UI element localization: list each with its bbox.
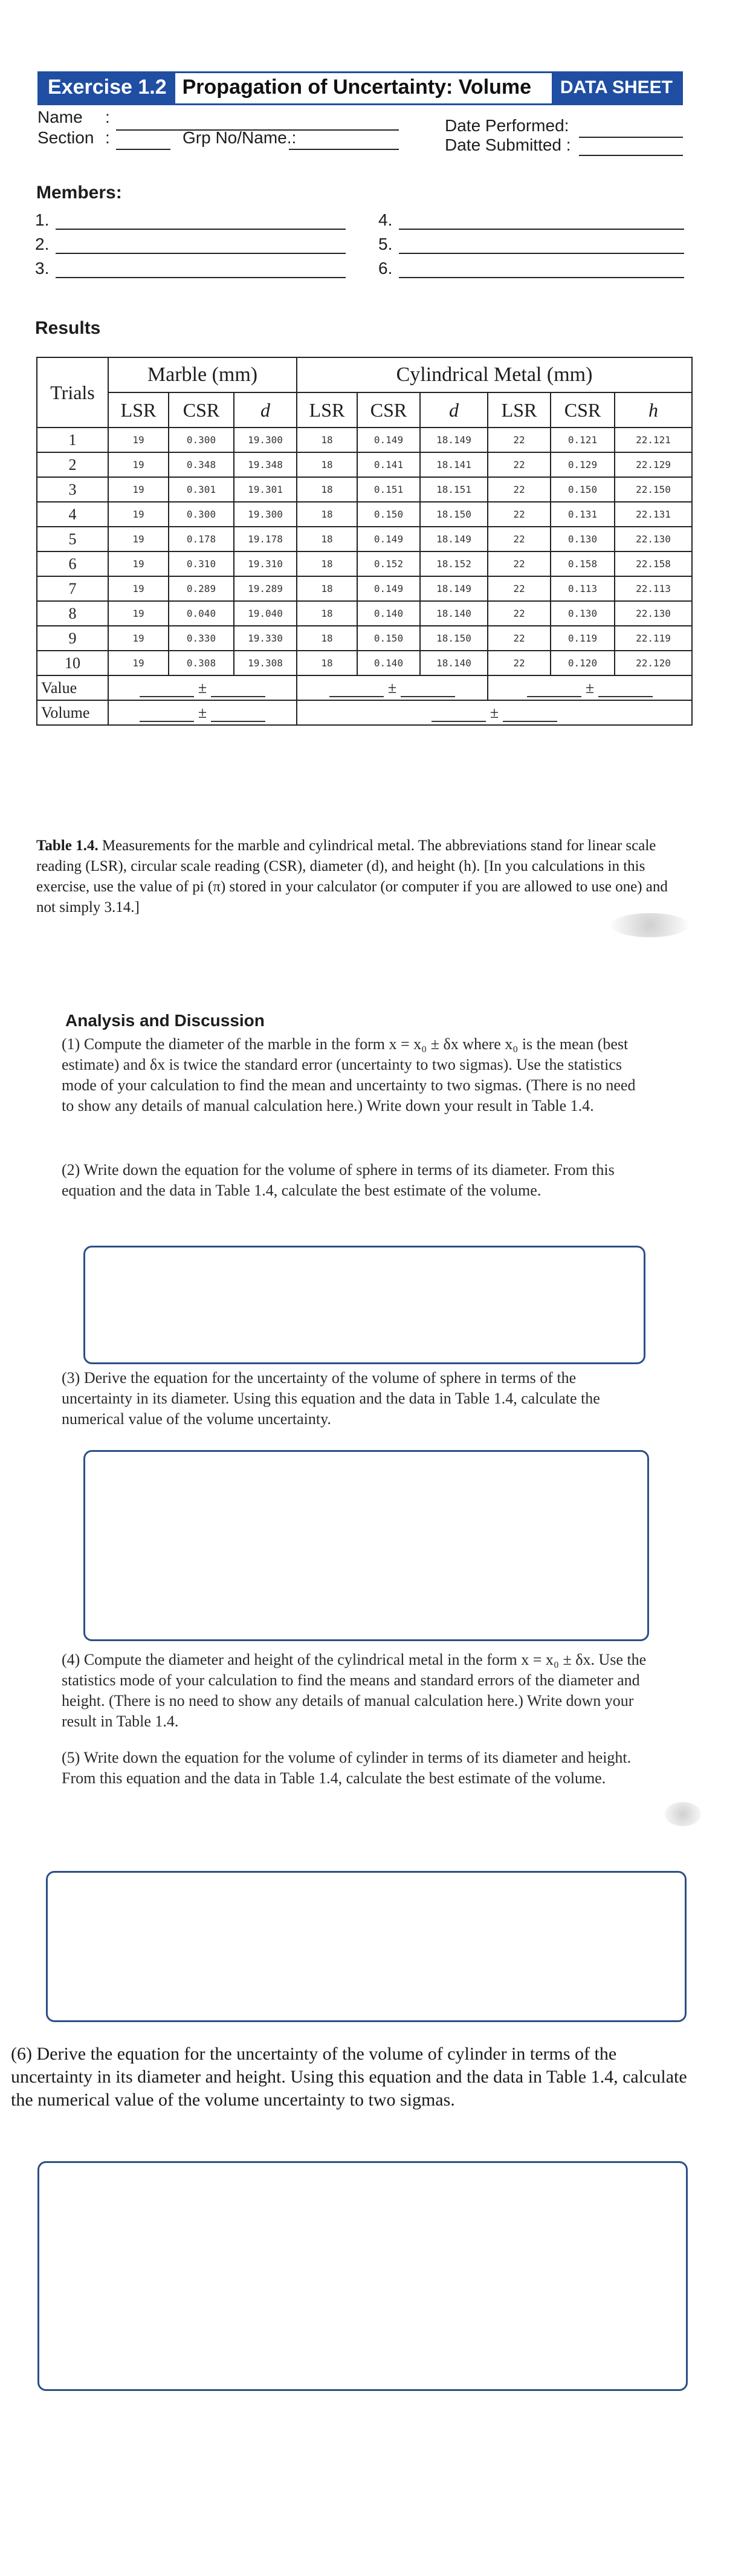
answer-box-2[interactable] bbox=[83, 1246, 645, 1364]
group-field[interactable] bbox=[289, 149, 399, 150]
date-submitted-label: Date Submitted : bbox=[445, 135, 571, 154]
table-cell[interactable]: 18 bbox=[297, 651, 357, 675]
table-cell[interactable]: 0.150 bbox=[551, 477, 615, 502]
table-cell[interactable]: 22 bbox=[488, 527, 551, 551]
table-cell[interactable]: 22.130 bbox=[615, 527, 692, 551]
scan-smudge bbox=[665, 1802, 701, 1826]
member-field-6[interactable] bbox=[399, 277, 684, 278]
column-header: LSR bbox=[488, 392, 551, 428]
members-heading: Members: bbox=[36, 183, 122, 203]
section-label: Section bbox=[37, 128, 94, 147]
table-cell[interactable]: 22 bbox=[488, 428, 551, 452]
scan-smudge bbox=[610, 913, 689, 937]
table-cell[interactable]: 0.152 bbox=[357, 551, 420, 576]
table-cell[interactable]: 19 bbox=[108, 576, 169, 601]
trial-number: 7 bbox=[37, 576, 108, 601]
table-cell[interactable]: 18.141 bbox=[420, 452, 488, 477]
table-cell[interactable]: 18 bbox=[297, 527, 357, 551]
table-cell[interactable]: 19 bbox=[108, 428, 169, 452]
column-header: d bbox=[420, 392, 488, 428]
table-cell[interactable]: 22 bbox=[488, 576, 551, 601]
table-cell[interactable]: 19.040 bbox=[234, 601, 297, 626]
plus-minus: ± bbox=[198, 703, 207, 721]
table-cell[interactable]: 19 bbox=[108, 477, 169, 502]
table-cell[interactable]: 19.300 bbox=[234, 428, 297, 452]
table-cell[interactable]: 22.119 bbox=[615, 626, 692, 651]
table-cell[interactable]: 0.121 bbox=[551, 428, 615, 452]
table-cell[interactable]: 22 bbox=[488, 651, 551, 675]
table-cell[interactable]: 0.150 bbox=[357, 502, 420, 527]
table-cell[interactable]: 0.149 bbox=[357, 576, 420, 601]
volume-row bbox=[37, 700, 692, 725]
table-cell[interactable]: 0.113 bbox=[551, 576, 615, 601]
question-6: (6) Derive the equation for the uncertainty of the volume of cylinder in terms of the uncertainty in its diameter and height. Using this equation and the data in Table 1.4, calculate the numerical value of the volume uncertainty to two sigmas. bbox=[11, 2044, 687, 2110]
table-cell[interactable]: 0.130 bbox=[551, 527, 615, 551]
answer-box-5[interactable] bbox=[46, 1871, 687, 2022]
member-number-6: 6. bbox=[378, 259, 393, 278]
table-cell[interactable]: 18.140 bbox=[420, 651, 488, 675]
table-cell[interactable]: 18.152 bbox=[420, 551, 488, 576]
table-cell[interactable]: 18 bbox=[297, 551, 357, 576]
table-cell[interactable]: 18.150 bbox=[420, 626, 488, 651]
member-field-2[interactable] bbox=[56, 253, 346, 254]
table-cell[interactable]: 18 bbox=[297, 452, 357, 477]
caption-note: [In you calculations in this exercise, use the value of pi (π) stored in your calculator (or computer if you are allowed to use one) and not simply 3.14.] bbox=[36, 858, 668, 916]
table-cell[interactable]: 0.119 bbox=[551, 626, 615, 651]
table-cell[interactable]: 0.140 bbox=[357, 601, 420, 626]
plus-minus: ± bbox=[387, 678, 397, 697]
date-submitted-field[interactable] bbox=[579, 155, 683, 156]
table-cell[interactable]: 0.300 bbox=[169, 428, 234, 452]
table-cell[interactable]: 0.129 bbox=[551, 452, 615, 477]
table-cell[interactable]: 19 bbox=[108, 551, 169, 576]
trial-row bbox=[37, 452, 692, 477]
table-cell[interactable]: 22 bbox=[488, 626, 551, 651]
member-field-4[interactable] bbox=[399, 229, 684, 230]
table-cell[interactable]: 19.348 bbox=[234, 452, 297, 477]
table-cell[interactable]: 0.141 bbox=[357, 452, 420, 477]
member-field-5[interactable] bbox=[399, 253, 684, 254]
marble-volume-field[interactable] bbox=[108, 700, 297, 725]
table-cell[interactable]: 18 bbox=[297, 428, 357, 452]
table-cell[interactable]: 22 bbox=[488, 452, 551, 477]
group-label: Grp No/Name.: bbox=[183, 128, 297, 147]
table-cell[interactable]: 18.149 bbox=[420, 428, 488, 452]
section-colon: : bbox=[105, 128, 110, 147]
table-cell[interactable]: 19 bbox=[108, 651, 169, 675]
table-cell[interactable]: 0.178 bbox=[169, 527, 234, 551]
trial-number: 2 bbox=[37, 452, 108, 477]
caption-text: Measurements for the marble and cylindrical metal. The abbreviations stand for linear scale reading (LSR), circular scale reading (CSR), diameter (d), and height (h). bbox=[36, 838, 656, 874]
trial-number: 8 bbox=[37, 601, 108, 626]
table-cell[interactable]: 0.150 bbox=[357, 626, 420, 651]
question-5: (5) Write down the equation for the volume of cylinder in terms of its diameter and height. From this equation and the data in Table 1.4, calculate the best estimate of the volume. bbox=[62, 1749, 632, 1787]
name-colon: : bbox=[105, 108, 110, 126]
volume-label: Volume bbox=[37, 700, 108, 725]
exercise-number: Exercise 1.2 bbox=[39, 73, 175, 103]
table-cell[interactable]: 19 bbox=[108, 601, 169, 626]
table-cell[interactable]: 18 bbox=[297, 601, 357, 626]
column-header: CSR bbox=[551, 392, 615, 428]
table-cell[interactable]: 18.140 bbox=[420, 601, 488, 626]
table-cell[interactable]: 22 bbox=[488, 477, 551, 502]
table-cell[interactable]: 18 bbox=[297, 626, 357, 651]
table-cell[interactable]: 22.150 bbox=[615, 477, 692, 502]
column-header: d bbox=[234, 392, 297, 428]
results-table bbox=[36, 357, 693, 726]
table-cell[interactable]: 19.300 bbox=[234, 502, 297, 527]
member-number-4: 4. bbox=[378, 210, 393, 229]
question-3: (3) Derive the equation for the uncertainty of the volume of sphere in terms of the uncertainty in its diameter. Using this equation and the data in Table 1.4, calculate the numerical value of the volume uncertainty. bbox=[62, 1369, 600, 1428]
cylinder-diameter-value-field[interactable] bbox=[297, 675, 488, 700]
table-cell[interactable]: 18 bbox=[297, 576, 357, 601]
cylinder-volume-field[interactable] bbox=[297, 700, 692, 725]
trial-row bbox=[37, 626, 692, 651]
member-field-3[interactable] bbox=[56, 277, 346, 278]
column-header: LSR bbox=[297, 392, 357, 428]
member-field-1[interactable] bbox=[56, 229, 346, 230]
table-cell[interactable]: 0.310 bbox=[169, 551, 234, 576]
trial-number: 3 bbox=[37, 477, 108, 502]
table-cell[interactable]: 19.178 bbox=[234, 527, 297, 551]
table-cell[interactable]: 19.330 bbox=[234, 626, 297, 651]
table-cell[interactable]: 19.308 bbox=[234, 651, 297, 675]
member-number-5: 5. bbox=[378, 235, 393, 253]
exercise-title: Propagation of Uncertainty: Volume bbox=[182, 76, 532, 99]
member-number-2: 2. bbox=[35, 235, 50, 253]
trials-header: Trials bbox=[37, 357, 108, 428]
table-cell[interactable]: 0.330 bbox=[169, 626, 234, 651]
table-cell[interactable]: 19.289 bbox=[234, 576, 297, 601]
column-header: LSR bbox=[108, 392, 169, 428]
member-number-1: 1. bbox=[35, 210, 50, 229]
question-1: (1) Compute the diameter of the marble in the form x = x₀ ± δx where x₀ is the mean (best estimate) and δx is twice the standard error (uncertainty to two sigmas). Use the statistics mode of your calculation to find the mean and uncertainty to two sigmas. (There is no need to show any details of manual calculation here.) Write down your result in Table 1.4. bbox=[62, 1035, 636, 1114]
table-cell[interactable]: 22.158 bbox=[615, 551, 692, 576]
trial-row bbox=[37, 576, 692, 601]
column-header: CSR bbox=[169, 392, 234, 428]
table-cell[interactable]: 22 bbox=[488, 502, 551, 527]
trial-row bbox=[37, 477, 692, 502]
trial-row bbox=[37, 551, 692, 576]
trial-number: 4 bbox=[37, 502, 108, 527]
table-cell[interactable]: 22.130 bbox=[615, 601, 692, 626]
table-cell[interactable]: 0.300 bbox=[169, 502, 234, 527]
table-cell[interactable]: 0.130 bbox=[551, 601, 615, 626]
trial-row bbox=[37, 601, 692, 626]
value-label: Value bbox=[37, 675, 108, 700]
table-cell[interactable]: 18.150 bbox=[420, 502, 488, 527]
table-cell[interactable]: 22.113 bbox=[615, 576, 692, 601]
table-cell[interactable]: 22.120 bbox=[615, 651, 692, 675]
marble-header: Marble (mm) bbox=[108, 357, 297, 392]
table-cell[interactable]: 0.120 bbox=[551, 651, 615, 675]
table-cell[interactable]: 22 bbox=[488, 601, 551, 626]
trial-rows bbox=[37, 428, 692, 675]
table-cell[interactable]: 0.158 bbox=[551, 551, 615, 576]
table-cell[interactable]: 0.301 bbox=[169, 477, 234, 502]
cylinder-header: Cylindrical Metal (mm) bbox=[297, 357, 692, 392]
table-cell[interactable]: 0.040 bbox=[169, 601, 234, 626]
plus-minus: ± bbox=[585, 678, 595, 697]
caption-label: Table 1.4. bbox=[36, 838, 99, 854]
table-cell[interactable]: 0.289 bbox=[169, 576, 234, 601]
exercise-banner bbox=[37, 71, 683, 105]
analysis-heading: Analysis and Discussion bbox=[65, 1011, 265, 1030]
table-cell[interactable]: 0.149 bbox=[357, 428, 420, 452]
table-cell[interactable]: 22 bbox=[488, 551, 551, 576]
date-performed-label: Date Performed: bbox=[445, 116, 569, 135]
table-cell[interactable]: 0.348 bbox=[169, 452, 234, 477]
trial-row bbox=[37, 502, 692, 527]
answer-box-6[interactable] bbox=[37, 2161, 688, 2391]
name-label: Name bbox=[37, 108, 83, 126]
table-cell[interactable]: 0.308 bbox=[169, 651, 234, 675]
question-4: (4) Compute the diameter and height of the cylindrical metal in the form x = x₀ ± δx. Use the statistics mode of your calculation to find the means and standard errors of the diameter and height. (There is no need to show any details of manual calculation here.) Write down your result in Table 1.4. bbox=[62, 1651, 647, 1730]
section-field[interactable] bbox=[116, 149, 170, 150]
table-cell[interactable]: 19 bbox=[108, 452, 169, 477]
cylinder-height-value-field[interactable] bbox=[488, 675, 692, 700]
table-cell[interactable]: 18 bbox=[297, 502, 357, 527]
table-caption bbox=[36, 836, 689, 918]
plus-minus: ± bbox=[490, 703, 499, 721]
value-row bbox=[37, 675, 692, 700]
answer-box-3[interactable] bbox=[83, 1450, 649, 1641]
trial-row bbox=[37, 651, 692, 675]
date-performed-field[interactable] bbox=[579, 137, 683, 138]
table-cell[interactable]: 0.140 bbox=[357, 651, 420, 675]
question-2: (2) Write down the equation for the volume of sphere in terms of its diameter. From this equation and the data in Table 1.4, calculate the best estimate of the volume. bbox=[62, 1161, 615, 1199]
table-cell[interactable]: 0.151 bbox=[357, 477, 420, 502]
trial-number: 6 bbox=[37, 551, 108, 576]
marble-value-field[interactable] bbox=[108, 675, 297, 700]
member-number-3: 3. bbox=[35, 259, 50, 278]
table-cell[interactable]: 0.149 bbox=[357, 527, 420, 551]
data-sheet-tag: DATA SHEET bbox=[552, 73, 681, 103]
table-cell[interactable]: 22.129 bbox=[615, 452, 692, 477]
table-cell[interactable]: 18 bbox=[297, 477, 357, 502]
table-cell[interactable]: 22.121 bbox=[615, 428, 692, 452]
plus-minus: ± bbox=[198, 678, 207, 697]
table-cell[interactable]: 0.131 bbox=[551, 502, 615, 527]
table-cell[interactable]: 22.131 bbox=[615, 502, 692, 527]
results-heading: Results bbox=[35, 318, 101, 338]
table-cell[interactable]: 19.301 bbox=[234, 477, 297, 502]
table-cell[interactable]: 19 bbox=[108, 527, 169, 551]
table-cell[interactable]: 18.149 bbox=[420, 527, 488, 551]
trial-row bbox=[37, 527, 692, 551]
table-cell[interactable]: 19 bbox=[108, 626, 169, 651]
column-header: h bbox=[615, 392, 692, 428]
table-cell[interactable]: 19 bbox=[108, 502, 169, 527]
trial-number: 5 bbox=[37, 527, 108, 551]
table-cell[interactable]: 18.151 bbox=[420, 477, 488, 502]
table-cell[interactable]: 18.149 bbox=[420, 576, 488, 601]
table-cell[interactable]: 19.310 bbox=[234, 551, 297, 576]
trial-number: 1 bbox=[37, 428, 108, 452]
trial-number: 9 bbox=[37, 626, 108, 651]
trial-number: 10 bbox=[37, 651, 108, 675]
trial-row bbox=[37, 428, 692, 452]
column-header: CSR bbox=[357, 392, 420, 428]
